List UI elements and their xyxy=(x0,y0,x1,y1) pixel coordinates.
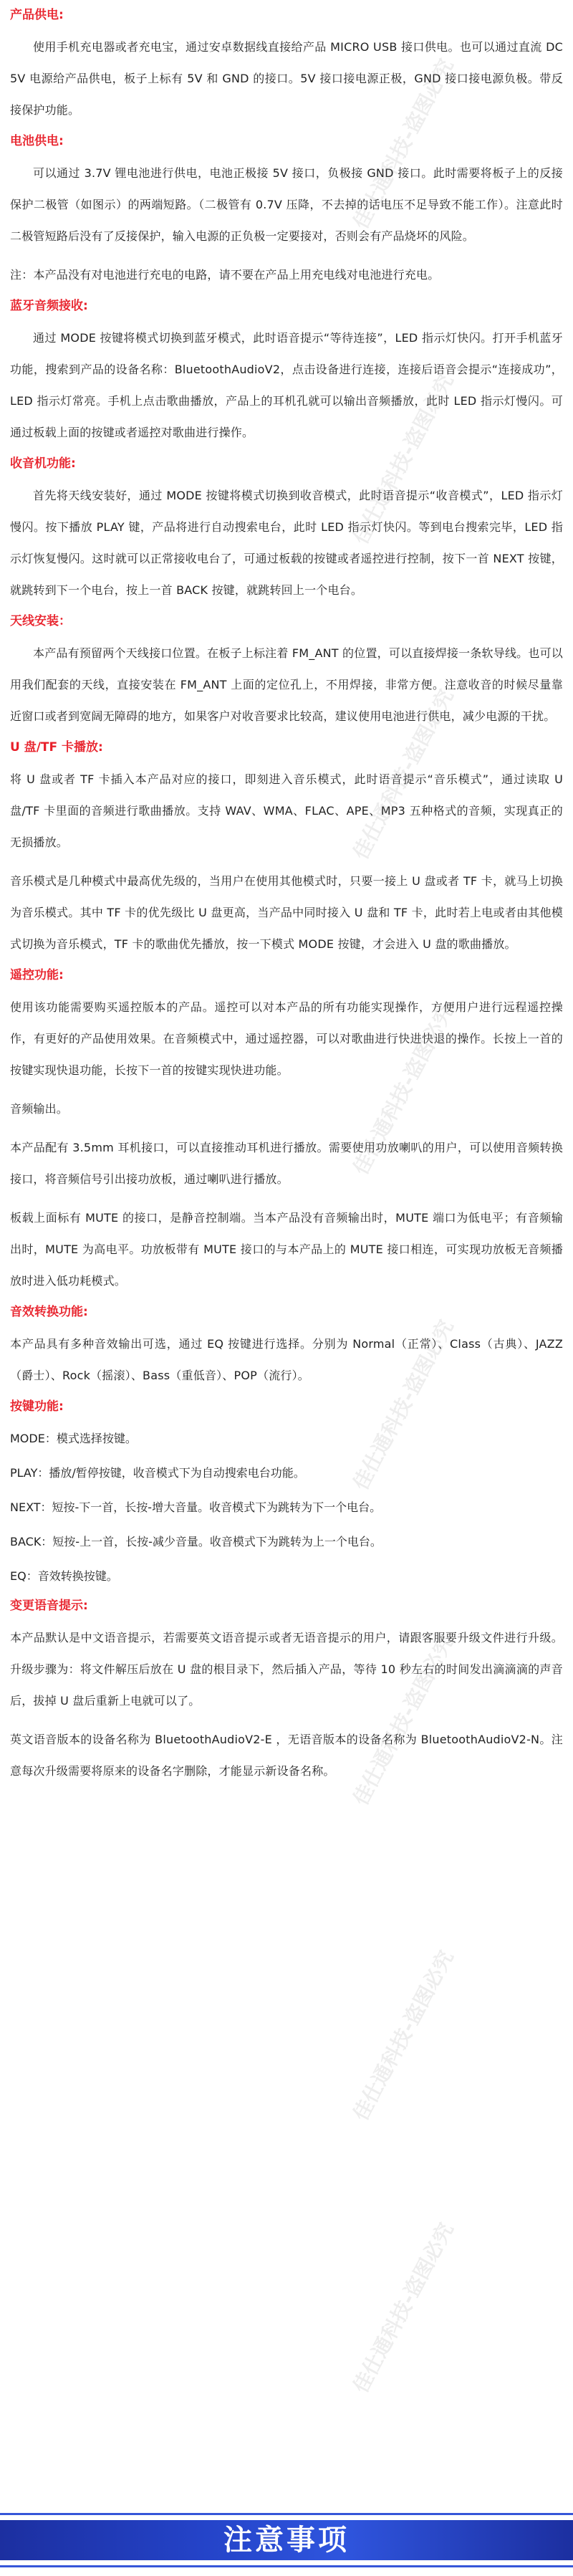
section-title-voice: 变更语音提示: xyxy=(10,1599,88,1613)
section-eq xyxy=(10,1304,563,1392)
section-title-usb-power: 产品供电: xyxy=(10,8,64,22)
eq-paragraph: 本产品具有多种音效输出可选，通过 EQ 按键进行选择。分别为 Normal（正常）、Class（古典）、JAZZ（爵士）、Rock（摇滚）、Bass（重低音）、POP（流行）。 xyxy=(10,1337,563,1382)
section-usb-power xyxy=(10,7,563,126)
key-line-mode: MODE：模式选择按键。 xyxy=(10,1432,137,1445)
remote-paragraph-2: 音频输出。 xyxy=(10,1102,69,1116)
section-udisk xyxy=(10,739,563,960)
key-line-back: BACK：短按-上一首，长按-减少音量。收音模式下为跳转为上一个电台。 xyxy=(10,1535,382,1548)
watermark: 佳仕通科技-盗图必究 xyxy=(348,1000,458,1179)
remote-paragraph-1: 使用该功能需要购买遥控版本的产品。遥控可以对本产品的所有功能实现操作，方便用户进行远程遥控操作，有更好的产品使用效果。在音频模式中，通过遥控器，可以对歌曲进行快进快退的操作。长按上一首的按键实现快退功能，长按下一首的按键实现快进功能。 xyxy=(10,1000,563,1077)
section-remote xyxy=(10,967,563,1297)
key-line-eq: EQ：音效转换按键。 xyxy=(10,1569,118,1583)
watermark: 佳仕通科技-盗图必究 xyxy=(348,2218,458,2397)
radio-paragraph: 首先将天线安装好，通过 MODE 按键将模式切换到收音模式，此时语音提示“收音模式”，LED 指示灯慢闪。按下播放 PLAY 键，产品将进行自动搜索电台，此时 LED 指示灯快闪。等到电台搜索完毕，LED 指示灯恢复慢闪。这时就可以正常接收电台了，可通过板载的按键或者遥控进行控制，按下一首 NEXT 按键，就跳转到下一个电台，按上一首 BACK 按键，就跳转回上一个电台。 xyxy=(10,489,563,597)
banner-top-stripe xyxy=(0,2513,573,2515)
watermark: 佳仕通科技-盗图必究 xyxy=(348,1316,458,1494)
banner-title: 注意事项 xyxy=(223,2524,350,2557)
udisk-paragraph-2: 音乐模式是几种模式中最高优先级的，当用户在使用其他模式时，只要一接上 U 盘或者 TF 卡，就马上切换为音乐模式。其中 TF 卡的优先级比 U 盘更高，当产品中同时接入 U 盘和 TF 卡，此时若上电或者由其他模式切换为音乐模式，TF 卡的歌曲优先播放，按一下模式 MODE 按键，才会进入 U 盘的歌曲播放。 xyxy=(10,874,563,951)
remote-paragraph-3: 本产品配有 3.5mm 耳机接口，可以直接推动耳机进行播放。需要使用功放喇叭的用户，可以使用音频转换接口，将音频信号引出接功放板，通过喇叭进行播放。 xyxy=(10,1141,563,1186)
section-title-remote: 遥控功能: xyxy=(10,968,64,982)
antenna-paragraph: 本产品有预留两个天线接口位置。在板子上标注着 FM_ANT 的位置，可以直接焊接一条软导线。也可以用我们配套的天线，直接安装在 FM_ANT 上面的定位孔上，不用焊接，非常方便。注意收音的时候尽量靠近窗口或者到宽阔无障碍的地方，如果客户对收音要求比较高，建议使用电池进行供电，减少电源的干扰。 xyxy=(10,646,563,723)
section-radio xyxy=(10,456,563,606)
section-title-keys: 按键功能: xyxy=(10,1399,64,1414)
notice-banner xyxy=(0,2504,573,2576)
battery-power-note: 注：本产品没有对电池进行充电的电路，请不要在产品上用充电线对电池进行充电。 xyxy=(10,268,440,282)
battery-power-paragraph: 可以通过 3.7V 锂电池进行供电，电池正极接 5V 接口，负极接 GND 接口。此时需要将板子上的反接保护二极管（如图示）的两端短路。（二极管有 0.7V 压降，不去掉的话电压不足导致不能工作）。注意此时二极管短路后没有了反接保护，输入电源的正负极一定要接对，否则会有产品烧坏的风险。 xyxy=(10,166,563,243)
voice-paragraph-1: 本产品默认是中文语音提示，若需要英文语音提示或者无语音提示的用户，请跟客服要升级文件进行升级。升级步骤为：将文件解压后放在 U 盘的根目录下，然后插入产品，等待 10 秒左右的时间发出滴滴滴的声音后，拔掉 U 盘后重新上电就可以了。 xyxy=(10,1631,563,1708)
section-voice xyxy=(10,1598,563,1787)
section-title-bluetooth: 蓝牙音频接收: xyxy=(10,299,88,313)
watermark: 佳仕通科技-盗图必究 xyxy=(348,1631,458,1809)
watermark: 佳仕通科技-盗图必究 xyxy=(348,370,458,548)
watermark: 佳仕通科技-盗图必究 xyxy=(348,54,458,233)
banner-bar xyxy=(0,2520,573,2560)
banner-bottom-stripe xyxy=(0,2565,573,2567)
usb-power-paragraph: 使用手机充电器或者充电宝，通过安卓数据线直接给产品 MICRO USB 接口供电。也可以通过直流 DC 5V 电源给产品供电，板子上标有 5V 和 GND 的接口。5V 接口接电源正极，GND 接口接电源负极。带反接保护功能。 xyxy=(10,40,563,117)
key-line-play: PLAY：播放/暂停按键，收音模式下为自动搜索电台功能。 xyxy=(10,1466,305,1480)
section-title-udisk: U 盘/TF 卡播放: xyxy=(10,740,103,755)
bluetooth-paragraph: 通过 MODE 按键将模式切换到蓝牙模式，此时语音提示“等待连接”，LED 指示灯快闪。打开手机蓝牙功能，搜索到产品的设备名称：BluetoothAudioV2，点击设备进行连接，连接后语音会提示“连接成功”，LED 指示灯常亮。手机上点击歌曲播放，产品上的耳机孔就可以输出音频播放，此时 LED 指示灯慢闪。可通过板载上面的按键或者遥控对歌曲进行操作。 xyxy=(10,331,563,439)
section-title-battery-power: 电池供电: xyxy=(10,134,64,148)
section-bluetooth xyxy=(10,298,563,449)
remote-paragraph-4: 板载上面标有 MUTE 的接口，是静音控制端。当本产品没有音频输出时，MUTE 端口为低电平；有音频输出时，MUTE 为高电平。功放板带有 MUTE 接口的与本产品上的 MUTE 接口相连，可实现功放板无音频播放时进入低功耗模式。 xyxy=(10,1211,563,1288)
section-title-antenna: 天线安装： xyxy=(10,614,71,628)
section-title-radio: 收音机功能: xyxy=(10,456,76,471)
section-title-eq: 音效转换功能: xyxy=(10,1305,88,1319)
section-antenna xyxy=(10,613,563,732)
watermark: 佳仕通科技-盗图必究 xyxy=(348,685,458,863)
section-keys xyxy=(10,1399,563,1592)
watermark: 佳仕通科技-盗图必究 xyxy=(348,1946,458,2125)
udisk-paragraph-1: 将 U 盘或者 TF 卡插入本产品对应的接口，即刻进入音乐模式，此时语音提示“音乐模式”，通过读取 U 盘/TF 卡里面的音频进行歌曲播放。支持 WAV、WMA、FLAC、APE、MP3 五种格式的音频，实现真正的无损播放。 xyxy=(10,772,563,849)
section-battery-power xyxy=(10,133,563,291)
key-line-next: NEXT：短按-下一首，长按-增大音量。收音模式下为跳转为下一个电台。 xyxy=(10,1500,382,1514)
voice-paragraph-2: 英文语音版本的设备名称为 BluetoothAudioV2-E ，无语音版本的设备名称为 BluetoothAudioV2-N。注意每次升级需要将原来的设备名字删除，才能显示新设备名称。 xyxy=(10,1733,563,1778)
